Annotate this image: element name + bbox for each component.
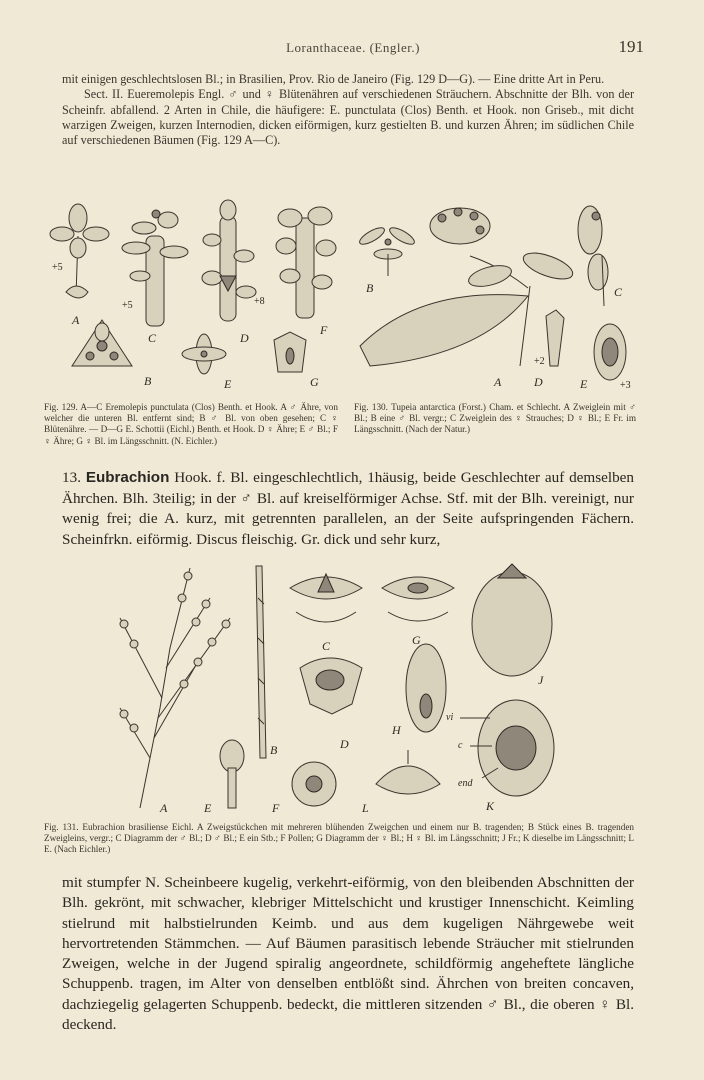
fig130-label-e: E bbox=[580, 377, 588, 391]
fig131-drawing-f bbox=[292, 762, 336, 806]
continuation-paragraph bbox=[62, 873, 634, 1035]
fig131-label-b: B bbox=[270, 743, 278, 757]
figure-129-caption: Fig. 129. A—C Eremolepis punctulata (Clos) Benth. et Hook. A ♂ Ähre, von welcher die unteren Bl. entfernt sind; B ♂ Bl. von oben gesehen; C ♀ Blütenähre. — D—G E. Schottii (Eichl.) Benth. et Hook. D ♀ Ähre; E ♂ Bl.; F ♀ Ähre; G ♀ Bl. im Längsschnitt. (N. Eichler.) bbox=[44, 402, 338, 446]
genus-description: Hook. f. Bl. eingeschlechtlich, 1häusig, beide Geschlechter auf demselben Ährchen. Blh. 3teilig; in der ♂ Bl. auf kreiselförmiger Achse. Stf. mit der Blh. vereinigt, nur wenig frei; die A. kurz, mit getrennten parallelen, an der Seite aufspringenden Fächern. Scheinfrkn. eiförmig. Discus fleischig. Gr. dick und sehr kurz, bbox=[62, 469, 635, 548]
continuation-text: mit stumpfer N. Scheinbeere kugelig, verkehrt-eiförmig, von den bleibenden Abschnitten der Blh. gekrönt, mit schwacher, klebriger Mittelschicht und krustiger Innenschicht. Keimling stielrund mit halbstielrunden Keimb. und aus dem kugeligen Nährgewebe weit hervortretenden Stämmchen. — Auf Bäumen parasitisch lebende Sträucher mit stielrunden Zweigen, welche in der Jugend spiralig angeordnete, schildförmig angeheftete längliche Schuppenb. tragen, im Alter von denselben entblößt sind. Ährchen von breiten concaven, dachziegelig gelagerten Schuppenb. bedeckt, die mittleren sitzenden ♂ Bl., die oberen ♀ Bl. deckend. bbox=[62, 874, 634, 1034]
fig130-mag-1: +2 bbox=[534, 356, 545, 367]
fig129-drawing-e bbox=[182, 334, 226, 374]
fig130-label-d: D bbox=[534, 375, 543, 389]
fig129-drawing-a bbox=[50, 204, 109, 298]
figure-130-caption: Fig. 130. Tupeia antarctica (Forst.) Cham. et Schlecht. A Zweiglein mit ♂ Bl.; B eine ♂ Bl. vergr.; C Zweiglein des ♀ Strauches; D ♀ Bl.; E Fr. im Längsschnitt. (Nach der Natur.) bbox=[354, 402, 636, 435]
fig131-drawing-k bbox=[460, 700, 554, 796]
genus-13-paragraph bbox=[62, 468, 634, 550]
figure-131-illustration bbox=[100, 558, 580, 816]
fig131-label-g: G bbox=[412, 633, 421, 647]
fig131-drawing-a bbox=[120, 568, 230, 808]
fig131-label-j: J bbox=[538, 673, 544, 687]
fig129-label-g: G bbox=[310, 375, 319, 389]
fig131-drawing-d bbox=[300, 658, 362, 714]
fig130-drawing-b bbox=[357, 225, 416, 276]
top-paragraph bbox=[62, 72, 634, 148]
fig129-drawing-d bbox=[202, 200, 256, 321]
fig129-mag-1: +5 bbox=[52, 262, 63, 273]
fig130-label-c: C bbox=[614, 285, 623, 299]
page-header bbox=[62, 37, 644, 60]
fig129-label-a: A bbox=[72, 313, 80, 327]
fig131-label-c: C bbox=[322, 639, 331, 653]
fig131-label-f: F bbox=[272, 801, 280, 815]
fig129-label-b: B bbox=[144, 374, 152, 388]
fig131-drawing-h bbox=[406, 644, 446, 732]
fig129-label-c: C bbox=[148, 331, 157, 345]
fig131-drawing-l bbox=[376, 750, 440, 794]
top-text-p1: mit einigen geschlechtslosen Bl.; in Brasilien, Prov. Rio de Janeiro (Fig. 129 D—G). — Eine dritte Art in Peru. bbox=[62, 72, 605, 86]
fig131-annotation-c: c bbox=[458, 740, 463, 751]
fig129-mag-2: +5 bbox=[122, 300, 133, 311]
top-text-p2: Sect. II. Eueremolepis Engl. ♂ und ♀ Blütenähren auf verschiedenen Sträuchern. Abschnitte der Blh. von der Scheinfr. abfallend. 2 Arten in Chile, die häufigere: E. punctulata (Clos) Benth. et Hook. non Griseb., mit dicht warzigen Zweigen, kurzen Internodien, dicken eiförmigen, kurz gestielten B. und kurzen Ähren; im südlichen Chile auf verschiedenen Bäumen (Fig. 129 A—C). bbox=[62, 87, 634, 148]
figure-129-drawing bbox=[40, 196, 345, 396]
page-number: 191 bbox=[618, 37, 644, 56]
fig129-mag-3: +8 bbox=[254, 296, 265, 307]
fig131-annotation-vi: vi bbox=[446, 712, 454, 723]
fig131-drawing-b bbox=[256, 566, 266, 758]
fig131-drawing-c bbox=[290, 574, 362, 622]
fig131-label-h: H bbox=[392, 723, 401, 737]
fig130-drawing-d bbox=[546, 310, 564, 366]
figure-130-drawing bbox=[350, 196, 640, 396]
fig131-annotation-end: end bbox=[458, 778, 473, 789]
fig130-label-a: A bbox=[494, 375, 502, 389]
fig131-label-d: D bbox=[340, 737, 349, 751]
fig129-label-e: E bbox=[224, 377, 232, 391]
fig129-label-d: D bbox=[240, 331, 249, 345]
fig130-label-b: B bbox=[366, 281, 374, 295]
fig130-drawing-e bbox=[594, 324, 626, 380]
fig131-drawing-g bbox=[382, 577, 454, 621]
figure-129-illustration bbox=[40, 196, 345, 396]
genus-name: Eubrachion bbox=[85, 469, 170, 486]
figure-130-illustration bbox=[350, 196, 640, 396]
fig131-label-e: E bbox=[204, 801, 212, 815]
fig131-drawing-j bbox=[472, 564, 552, 676]
fig131-drawing-e bbox=[220, 740, 244, 808]
figure-131-caption: Fig. 131. Eubrachion brasiliense Eichl. A Zweigstückchen mit mehreren blühenden Zweigchen und einem nur B. tragenden; B Stück eines B. tragenden Zweigleins, vergr.; C Diagramm der ♂ Bl.; D ♂ Bl.; E ein Stb.; F Pollen; G Diagramm der ♀ Bl.; H ♀ Bl. im Längsschnitt; J Fr.; K dieselbe im Längsschnitt; L E. (Nach Eichler.) bbox=[44, 822, 634, 855]
fig130-mag-2: +3 bbox=[620, 380, 631, 391]
fig130-drawing-c bbox=[578, 206, 608, 306]
fig129-drawing-b bbox=[72, 320, 132, 366]
fig129-label-f: F bbox=[320, 323, 328, 337]
running-title: Loranthaceae. (Engler.) bbox=[286, 40, 420, 55]
fig131-label-k: K bbox=[486, 799, 495, 813]
fig129-drawing-f bbox=[276, 207, 336, 318]
figure-131-drawing bbox=[100, 558, 580, 816]
fig131-label-a: A bbox=[160, 801, 168, 815]
genus-number: 13. bbox=[62, 469, 81, 486]
fig129-drawing-g bbox=[274, 332, 306, 372]
fig131-label-l: L bbox=[362, 801, 369, 815]
